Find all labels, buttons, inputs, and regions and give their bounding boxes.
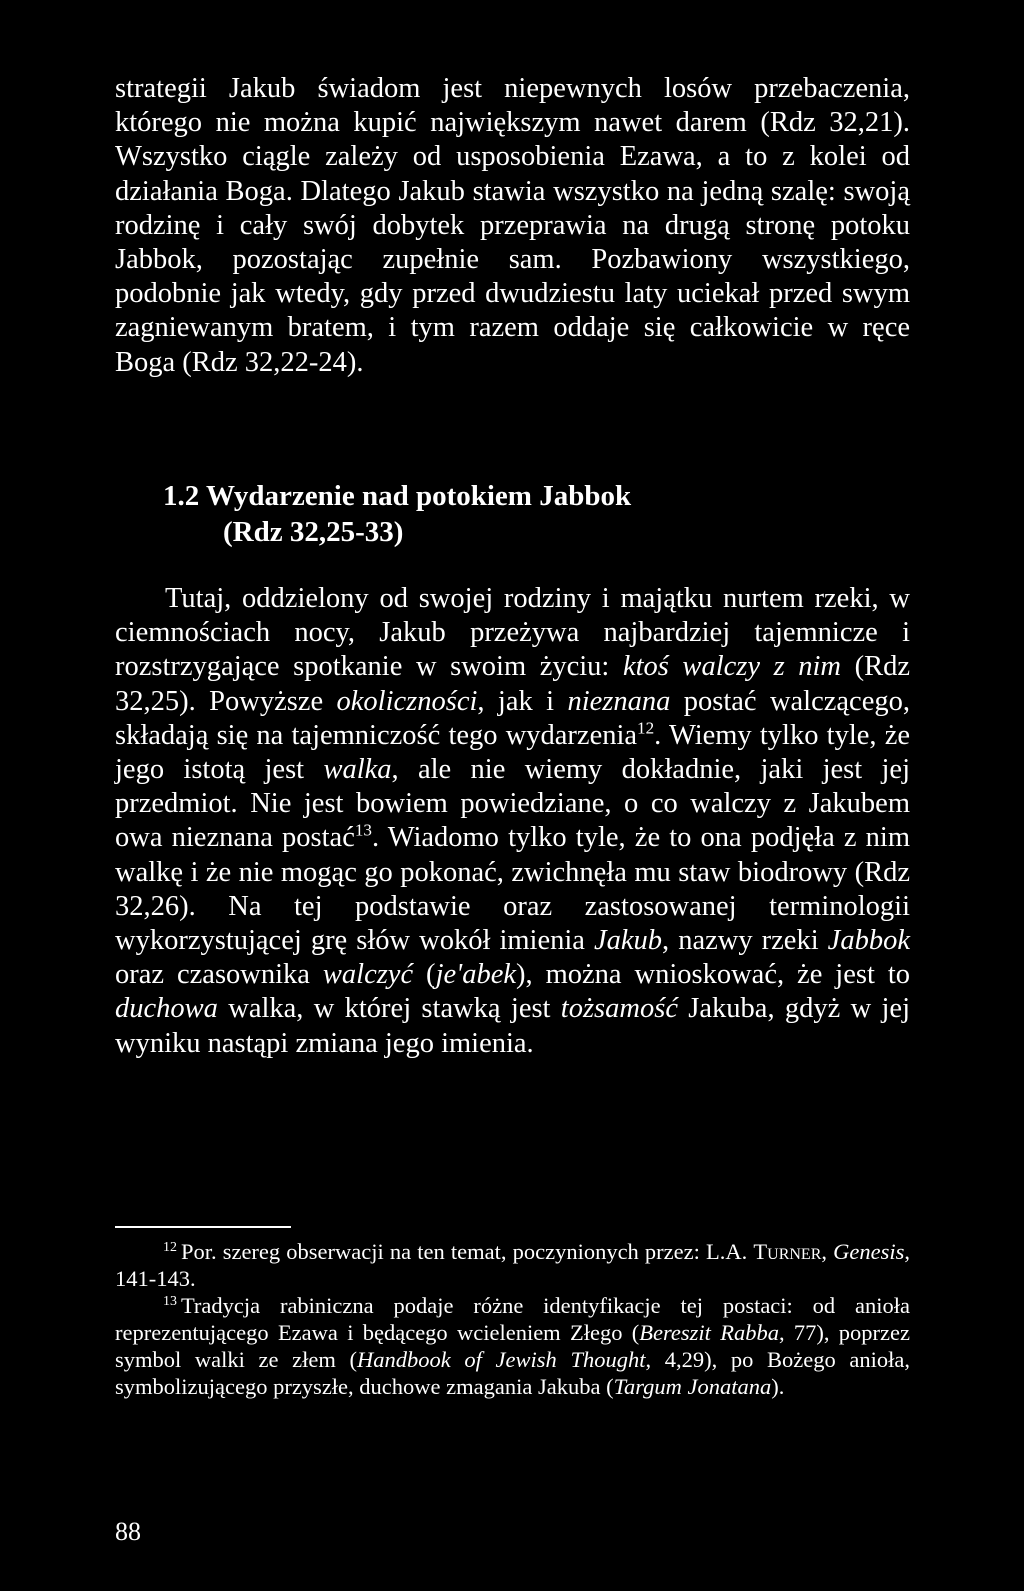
section-heading-title: 1.2 Wydarzenie nad potokiem Jabbok bbox=[163, 480, 632, 512]
italic-phrase: tożsamość bbox=[560, 993, 678, 1025]
paragraph-2-text: ), można wnioskować, że jest to bbox=[516, 959, 911, 991]
italic-phrase: walka bbox=[323, 754, 392, 786]
footnote-number: 12 bbox=[163, 1239, 177, 1255]
footnote-author: Turner bbox=[753, 1239, 822, 1264]
paragraph-2-text: . Wiadomo tylko tyle, że to ona podjęła z nim walkę i że nie mogąc go pokonać, zwichnęła mu staw biodrowy (Rdz 32,26). Na tej podstawie oraz zastosowanej terminologii wykorzystującej grę słów wokół imienia bbox=[115, 822, 910, 957]
footnote-title: Genesis bbox=[833, 1239, 905, 1264]
footnote-text: , 77), poprzez symbol walki ze złem ( bbox=[115, 1320, 910, 1372]
paragraph-2-text: . Wiemy tylko tyle, że jego istotą jest bbox=[115, 719, 910, 786]
page-number: 88 bbox=[115, 1517, 141, 1546]
footnote-ref-13[interactable]: 13 bbox=[354, 820, 372, 840]
italic-phrase: nieznana bbox=[567, 685, 671, 717]
footnote-text: , 4,29), po Bożego anioła, symbolizującego przyszłe, duchowe zmagania Jakuba ( bbox=[115, 1347, 910, 1399]
paragraph-2 bbox=[115, 582, 910, 1061]
footnote-text: ). bbox=[771, 1374, 785, 1399]
footnote-13 bbox=[115, 1292, 910, 1400]
paragraph-2-text: oraz czasownika bbox=[115, 959, 323, 991]
paragraph-2-text: (Rdz 32,25). Powyższe bbox=[115, 651, 910, 717]
footnote-divider bbox=[115, 1226, 291, 1228]
section-heading-reference: (Rdz 32,25-33) bbox=[223, 516, 404, 548]
footnote-title: Handbook of Jewish Thought bbox=[357, 1347, 646, 1372]
paragraph-1-text: strategii Jakub świadom jest niepewnych losów przebaczenia, którego nie można kupić największym nawet darem (Rdz 32,21). Wszystko ciągle zależy od usposobienia Ezawa, a to z kolei od działania Boga. Dlatego Jakub stawia wszystko na jedną szalę: swoją rodzinę i cały swój dobytek przeprawia na drugą stronę potoku Jabbok, pozostając zupełnie sam. Pozbawiony wszystkiego, podobnie jak wtedy, gdy przed dwudziestu laty uciekał przed swym zagniewanym bratem, i tym razem oddaje się całkowicie w ręce Boga (Rdz 32,22-24). bbox=[115, 73, 910, 378]
paragraph-1 bbox=[115, 72, 910, 380]
paragraph-2-text: Jakuba, gdyż w jej wyniku nastąpi zmiana jego imienia. bbox=[115, 993, 910, 1059]
footnote-text: Tradycja rabiniczna podaje różne identyfikacje tej postaci: od anioła reprezentującego Ezawa i będącego wcieleniem Złego ( bbox=[115, 1293, 910, 1345]
paragraph-2-text: , nazwy rzeki bbox=[662, 925, 828, 957]
paragraph-2-text: Tutaj, oddzielony od swojej rodziny i majątku nurtem rzeki, w ciemnościach nocy, Jakub przeżywa najbardziej tajemnicze i rozstrzygające spotkanie w swoim życiu: bbox=[115, 583, 910, 683]
footnote-12 bbox=[115, 1238, 910, 1292]
footnote-number: 13 bbox=[163, 1293, 177, 1309]
paragraph-2-text: , jak i bbox=[477, 685, 568, 717]
italic-phrase: Jakub bbox=[593, 925, 663, 957]
footnote-text: , bbox=[821, 1239, 834, 1264]
italic-phrase: walczyć bbox=[322, 959, 414, 991]
footnote-text: Por. szereg obserwacji na ten temat, poczynionych przez: L.A. bbox=[180, 1239, 754, 1264]
footnotes bbox=[115, 1238, 910, 1400]
italic-phrase: Jabbok bbox=[827, 925, 910, 957]
section-heading bbox=[163, 478, 863, 550]
paragraph-2-text: ( bbox=[413, 959, 436, 991]
italic-phrase: je'abek bbox=[435, 959, 517, 991]
paragraph-2-text: postać walczącego, składają się na tajemniczość tego wydarzenia bbox=[115, 685, 910, 751]
footnote-ref-12[interactable]: 12 bbox=[637, 718, 655, 738]
italic-phrase: ktoś walczy z nim bbox=[622, 651, 842, 683]
italic-phrase: okoliczności bbox=[336, 685, 478, 717]
paragraph-2-text: walka, w której stawką jest bbox=[217, 993, 561, 1025]
footnote-title: Targum Jonatana bbox=[613, 1374, 772, 1399]
italic-phrase: duchowa bbox=[115, 993, 218, 1025]
paragraph-2-text: , ale nie wiemy dokładnie, jaki jest jej przedmiot. Nie jest bowiem powiedziane, o co walczy z Jakubem owa nieznana postać bbox=[115, 754, 910, 854]
footnote-text: , 141-143. bbox=[115, 1239, 911, 1291]
footnote-title: Bereszit Rabba bbox=[639, 1320, 779, 1345]
